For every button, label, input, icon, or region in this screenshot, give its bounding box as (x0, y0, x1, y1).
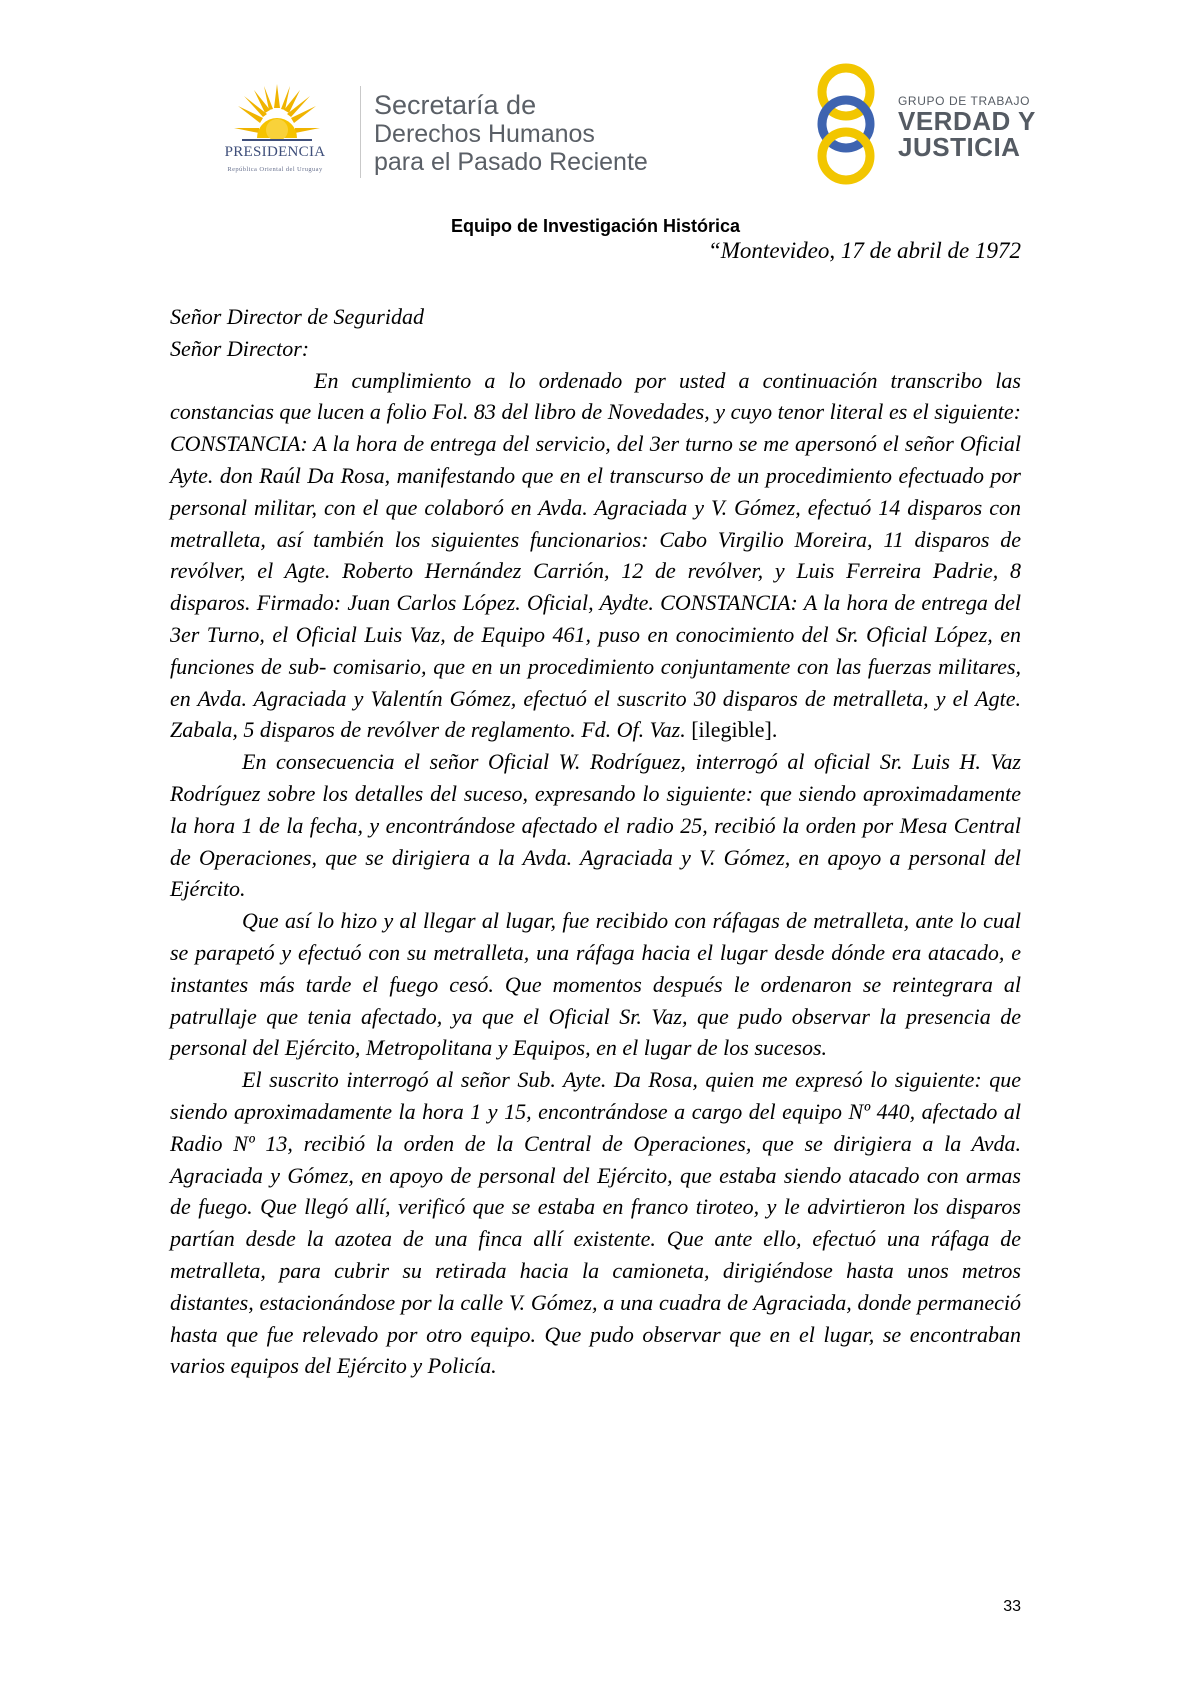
paragraph-4: El suscrito interrogó al señor Sub. Ayte. Da Rosa, quien me expresó lo siguiente: que siendo aproximadamente la hora 1 y 15, encontrándose a cargo del equipo Nº 440, afectado al Radio Nº 13, recibió la orden de la Central de Operaciones, que se dirigiera a la Avda. Agraciada y Gómez, en apoyo de personal del Ejército, que estaba siendo atacado con armas de fuego. Que llegó allí, verificó que se estaba en franco tiroteo, y le advirtieron los disparos partían desde la azotea de una finca allí existente. Que ante ello, efectuó una ráfaga de metralleta, para cubrir su retirada hacia la camioneta, dirigiéndose hasta unos metros distantes, estacionándose por la calle V. Gómez, a una cuadra de Agraciada, donde permaneció hasta que fue relevado por otro equipo. Que pudo observar que en el lugar, se encontraban varios equipos del Ejército y Policía. (170, 1067, 1021, 1379)
presidencia-name: PRESIDENCIA (224, 144, 326, 160)
verdad-justicia-text (898, 94, 1036, 160)
illegible-note: [ilegible]. (691, 717, 778, 743)
paragraph-1 (170, 365, 1021, 747)
secretaria-logo-text (374, 90, 648, 176)
presidencia-logo (196, 78, 354, 178)
team-title: Equipo de Investigación Histórica (450, 216, 741, 236)
presidencia-subtitle: República Oriental del Uruguay (227, 166, 323, 173)
secretaria-line-3: para el Pasado Reciente (374, 148, 648, 176)
paragraph-1-text: En cumplimiento a lo ordenado por usted a continuación transcribo las constancias que lucen a folio Fol. 83 del libro de Novedades, y cuyo tenor literal es el siguiente: CONSTANCIA: A la hora de entrega del servicio, del 3er turno se me apersonó el señor Oficial Ayte. don Raúl Da Rosa, manifestando que en el transcurso de un procedimiento efectuado por personal militar, con el que colaboró en Avda. Agraciada y V. Gómez, efectuó 14 disparos con metralleta, así también los siguientes funcionarios: Cabo Virgilio Moreira, 11 disparos de revólver, el Agte. Roberto Hernández Carrión, 12 de revólver, y Luis Ferreira Padrie, 8 disparos. Firmado: Juan Carlos López. Oficial, Aydte. CONSTANCIA: A la hora de entrega del 3er Turno, el Oficial Luis Vaz, de Equipo 461, puso en conocimiento del Sr. Oficial López, en funciones de sub- comisario, que en un procedimiento conjuntamente con las fuerzas militares, en Avda. Agraciada y Valentín Gómez, efectuó el suscrito 30 disparos de metralleta, y el Agte. Zabala, 5 disparos de revólver de reglamento. Fd. Of. Vaz. (170, 367, 1021, 743)
page-number: 33 (1003, 1598, 1021, 1615)
letter-salutation: Señor Director: (170, 335, 310, 361)
grupo-line-1: GRUPO DE TRABAJO (898, 94, 1031, 108)
letter-date: “Montevideo, 17 de abril de 1972 (707, 238, 1021, 263)
paragraph-3: Que así lo hizo y al llegar al lugar, fue recibido con ráfagas de metralleta, ante lo cual se parapetó y efectuó con su metralleta, una ráfaga hacia el lugar desde dónde era atacado, e instantes más tarde el fuego cesó. Que momentos después le ordenaron se reintegrara al patrullaje que tenia afectado, ya que el Oficial Sr. Vaz, que pudo observar la presencia de personal del Ejército, Metropolitana y Equipos, en el lugar de los sucesos. (170, 908, 1021, 1061)
grupo-line-3: JUSTICIA (898, 132, 1021, 162)
letter-addressee: Señor Director de Seguridad (170, 304, 424, 329)
letter-body (170, 301, 1021, 1382)
header-divider (360, 86, 361, 178)
secretaria-line-2: Derechos Humanos (374, 120, 595, 148)
paragraph-2: En consecuencia el señor Oficial W. Rodríguez, interrogó al oficial Sr. Luis H. Vaz Rodríguez sobre los detalles del suceso, expresando lo siguiente: que siendo aproximadamente la hora 1 de la fecha, y encontrándose afectado el radio 25, recibió la orden por Mesa Central de Operaciones, que se dirigiera a la Avda. Agraciada y V. Gómez, en apoyo a personal del Ejército. (170, 749, 1021, 902)
verdad-justicia-logo (808, 62, 1038, 186)
secretaria-line-1: Secretaría de (374, 90, 537, 120)
grupo-line-2: VERDAD Y (898, 106, 1036, 136)
interlocked-rings-icon (808, 62, 898, 186)
